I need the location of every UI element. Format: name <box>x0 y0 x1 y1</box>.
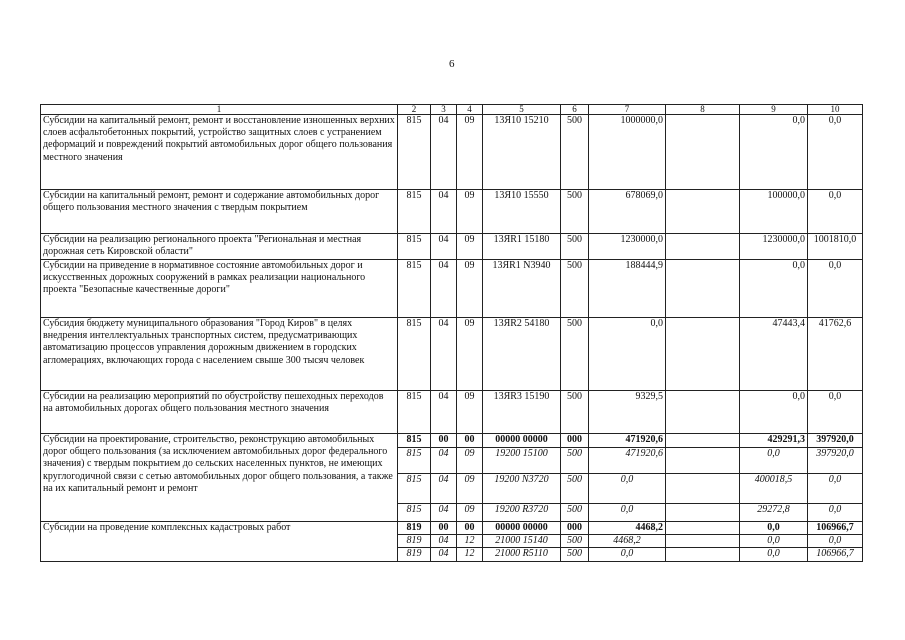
cell-col8 <box>666 474 740 504</box>
header-cell: 6 <box>561 105 589 115</box>
cell-col9: 0,0 <box>740 548 808 561</box>
cell-col9: 0,0 <box>740 391 808 434</box>
cell-section: 00 <box>431 522 457 535</box>
cell-col9: 1230000,0 <box>740 234 808 260</box>
cell-section: 04 <box>431 474 457 504</box>
cell-section: 00 <box>431 434 457 448</box>
cell-subsection: 09 <box>457 260 483 318</box>
cell-section: 04 <box>431 448 457 474</box>
cell-col10: 397920,0 <box>808 448 863 474</box>
cell-col7: 0,0 <box>589 548 666 561</box>
cell-col10: 41762,6 <box>808 318 863 391</box>
cell-subsection: 09 <box>457 504 483 522</box>
cell-col10: 0,0 <box>808 260 863 318</box>
cell-col10: 0,0 <box>808 535 863 548</box>
cell-col8 <box>666 115 740 190</box>
cell-target: 21000 15140 <box>483 535 561 548</box>
cell-target: 13ЯR2 54180 <box>483 318 561 391</box>
cell-col7: 4468,2 <box>589 522 666 535</box>
cell-subsection: 09 <box>457 318 483 391</box>
cell-type: 000 <box>561 522 589 535</box>
cell-target: 00000 00000 <box>483 522 561 535</box>
cell-col10: 0,0 <box>808 504 863 522</box>
cell-subsection: 09 <box>457 391 483 434</box>
cell-target: 13ЯR3 15190 <box>483 391 561 434</box>
cell-col10: 106966,7 <box>808 522 863 535</box>
row-description: Субсидии на капитальный ремонт, ремонт и содержание автомобильных дорог общего пользования местного значения с твердым покрытием <box>41 190 398 234</box>
cell-admin: 819 <box>398 522 431 535</box>
cell-type: 500 <box>561 504 589 522</box>
cell-subsection: 00 <box>457 434 483 448</box>
cell-admin: 815 <box>398 234 431 260</box>
cell-subsection: 09 <box>457 474 483 504</box>
cell-admin: 815 <box>398 434 431 448</box>
cell-type: 500 <box>561 318 589 391</box>
cell-admin: 819 <box>398 535 431 548</box>
cell-section: 04 <box>431 535 457 548</box>
cell-col8 <box>666 234 740 260</box>
cell-col9: 0,0 <box>740 522 808 535</box>
cell-col8 <box>666 434 740 448</box>
page-number: 6 <box>449 58 455 70</box>
cell-col7: 471920,6 <box>589 448 666 474</box>
cell-type: 500 <box>561 548 589 561</box>
cell-col8 <box>666 391 740 434</box>
cell-col9: 47443,4 <box>740 318 808 391</box>
group-description: Субсидии на проектирование, строительство, реконструкцию автомобильных дорог общего пользования (за исключением автомобильных дорог федерального значения) с твердым покрытием до сельских населенных пунктов, не имеющих круглогодичной связи с сетью автомобильных дорог общего пользования, а также на их капитальный ремонт и ремонт <box>41 434 398 522</box>
cell-target: 19200 N3720 <box>483 474 561 504</box>
cell-col7: 0,0 <box>589 504 666 522</box>
table-row <box>41 190 863 234</box>
group-total-row <box>41 522 863 535</box>
row-description: Субсидии на приведение в нормативное состояние автомобильных дорог и искусственных дорожных сооружений в рамках реализации национального проекта "Безопасные качественные дороги" <box>41 260 398 318</box>
cell-subsection: 09 <box>457 448 483 474</box>
cell-subsection: 09 <box>457 115 483 190</box>
header-cell: 10 <box>808 105 863 115</box>
cell-type: 500 <box>561 535 589 548</box>
header-cell: 7 <box>589 105 666 115</box>
header-cell: 4 <box>457 105 483 115</box>
cell-col7: 188444,9 <box>589 260 666 318</box>
cell-target: 13Я10 15210 <box>483 115 561 190</box>
cell-col10: 0,0 <box>808 190 863 234</box>
cell-col8 <box>666 535 740 548</box>
cell-subsection: 09 <box>457 190 483 234</box>
group-description: Субсидии на проведение комплексных кадастровых работ <box>41 522 398 562</box>
cell-col7: 678069,0 <box>589 190 666 234</box>
cell-section: 04 <box>431 190 457 234</box>
cell-col8 <box>666 448 740 474</box>
header-cell: 1 <box>41 105 398 115</box>
cell-type: 500 <box>561 260 589 318</box>
cell-target: 13Я10 15550 <box>483 190 561 234</box>
cell-col9: 0,0 <box>740 260 808 318</box>
cell-col9: 0,0 <box>740 448 808 474</box>
cell-col8 <box>666 190 740 234</box>
cell-admin: 815 <box>398 260 431 318</box>
cell-col10: 0,0 <box>808 474 863 504</box>
cell-col9: 0,0 <box>740 535 808 548</box>
header-row <box>41 105 863 115</box>
cell-col10: 0,0 <box>808 391 863 434</box>
cell-target: 13ЯR1 15180 <box>483 234 561 260</box>
cell-admin: 815 <box>398 448 431 474</box>
cell-section: 04 <box>431 318 457 391</box>
header-cell: 2 <box>398 105 431 115</box>
group-total-row <box>41 434 863 448</box>
cell-col10: 1001810,0 <box>808 234 863 260</box>
row-description: Субсидия бюджету муниципального образования "Город Киров" в целях внедрения интеллектуальных транспортных систем, предусматривающих автоматизацию процессов управления дорожным движением в городских агломерациях, включающих города с населением свыше 300 тысяч человек <box>41 318 398 391</box>
cell-col10: 397920,0 <box>808 434 863 448</box>
cell-target: 21000 R5110 <box>483 548 561 561</box>
cell-admin: 815 <box>398 504 431 522</box>
cell-section: 04 <box>431 260 457 318</box>
cell-col8 <box>666 260 740 318</box>
budget-table <box>40 104 863 562</box>
cell-target: 00000 00000 <box>483 434 561 448</box>
cell-section: 04 <box>431 234 457 260</box>
cell-subsection: 12 <box>457 548 483 561</box>
row-description: Субсидии на капитальный ремонт, ремонт и восстановление изношенных верхних слоев асфальтобетонных покрытий, устройство защитных слоев с устранением деформаций и повреждений покрытий автомобильных дорог общего пользования местного значения <box>41 115 398 190</box>
header-cell: 9 <box>740 105 808 115</box>
table-row <box>41 318 863 391</box>
cell-type: 500 <box>561 474 589 504</box>
cell-col9: 100000,0 <box>740 190 808 234</box>
cell-col8 <box>666 318 740 391</box>
cell-type: 500 <box>561 190 589 234</box>
cell-col10: 0,0 <box>808 115 863 190</box>
cell-admin: 815 <box>398 115 431 190</box>
row-description: Субсидии на реализацию мероприятий по обустройству пешеходных переходов на автомобильных дорогах общего пользования местного значения <box>41 391 398 434</box>
cell-col8 <box>666 522 740 535</box>
cell-type: 500 <box>561 391 589 434</box>
cell-subsection: 12 <box>457 535 483 548</box>
cell-type: 500 <box>561 234 589 260</box>
cell-section: 04 <box>431 391 457 434</box>
table-row <box>41 260 863 318</box>
cell-target: 19200 R3720 <box>483 504 561 522</box>
cell-section: 04 <box>431 115 457 190</box>
cell-admin: 815 <box>398 190 431 234</box>
table-row <box>41 234 863 260</box>
header-cell: 5 <box>483 105 561 115</box>
row-description: Субсидии на реализацию регионального проекта "Региональная и местная дорожная сеть Кировской области" <box>41 234 398 260</box>
cell-admin: 815 <box>398 318 431 391</box>
cell-col7: 4468,2 <box>589 535 666 548</box>
header-cell: 3 <box>431 105 457 115</box>
cell-subsection: 09 <box>457 234 483 260</box>
cell-admin: 819 <box>398 548 431 561</box>
cell-admin: 815 <box>398 474 431 504</box>
cell-subsection: 00 <box>457 522 483 535</box>
cell-col9: 429291,3 <box>740 434 808 448</box>
cell-col9: 400018,5 <box>740 474 808 504</box>
cell-col8 <box>666 504 740 522</box>
cell-target: 19200 15100 <box>483 448 561 474</box>
cell-section: 04 <box>431 504 457 522</box>
table-row <box>41 391 863 434</box>
cell-target: 13ЯR1 N3940 <box>483 260 561 318</box>
cell-col9: 29272,8 <box>740 504 808 522</box>
cell-col7: 1000000,0 <box>589 115 666 190</box>
cell-col7: 471920,6 <box>589 434 666 448</box>
cell-col7: 0,0 <box>589 318 666 391</box>
cell-type: 500 <box>561 115 589 190</box>
cell-col10: 106966,7 <box>808 548 863 561</box>
cell-col7: 1230000,0 <box>589 234 666 260</box>
cell-col8 <box>666 548 740 561</box>
table-row <box>41 115 863 190</box>
cell-type: 500 <box>561 448 589 474</box>
cell-col7: 0,0 <box>589 474 666 504</box>
cell-type: 000 <box>561 434 589 448</box>
cell-admin: 815 <box>398 391 431 434</box>
cell-section: 04 <box>431 548 457 561</box>
header-cell: 8 <box>666 105 740 115</box>
cell-col9: 0,0 <box>740 115 808 190</box>
cell-col7: 9329,5 <box>589 391 666 434</box>
